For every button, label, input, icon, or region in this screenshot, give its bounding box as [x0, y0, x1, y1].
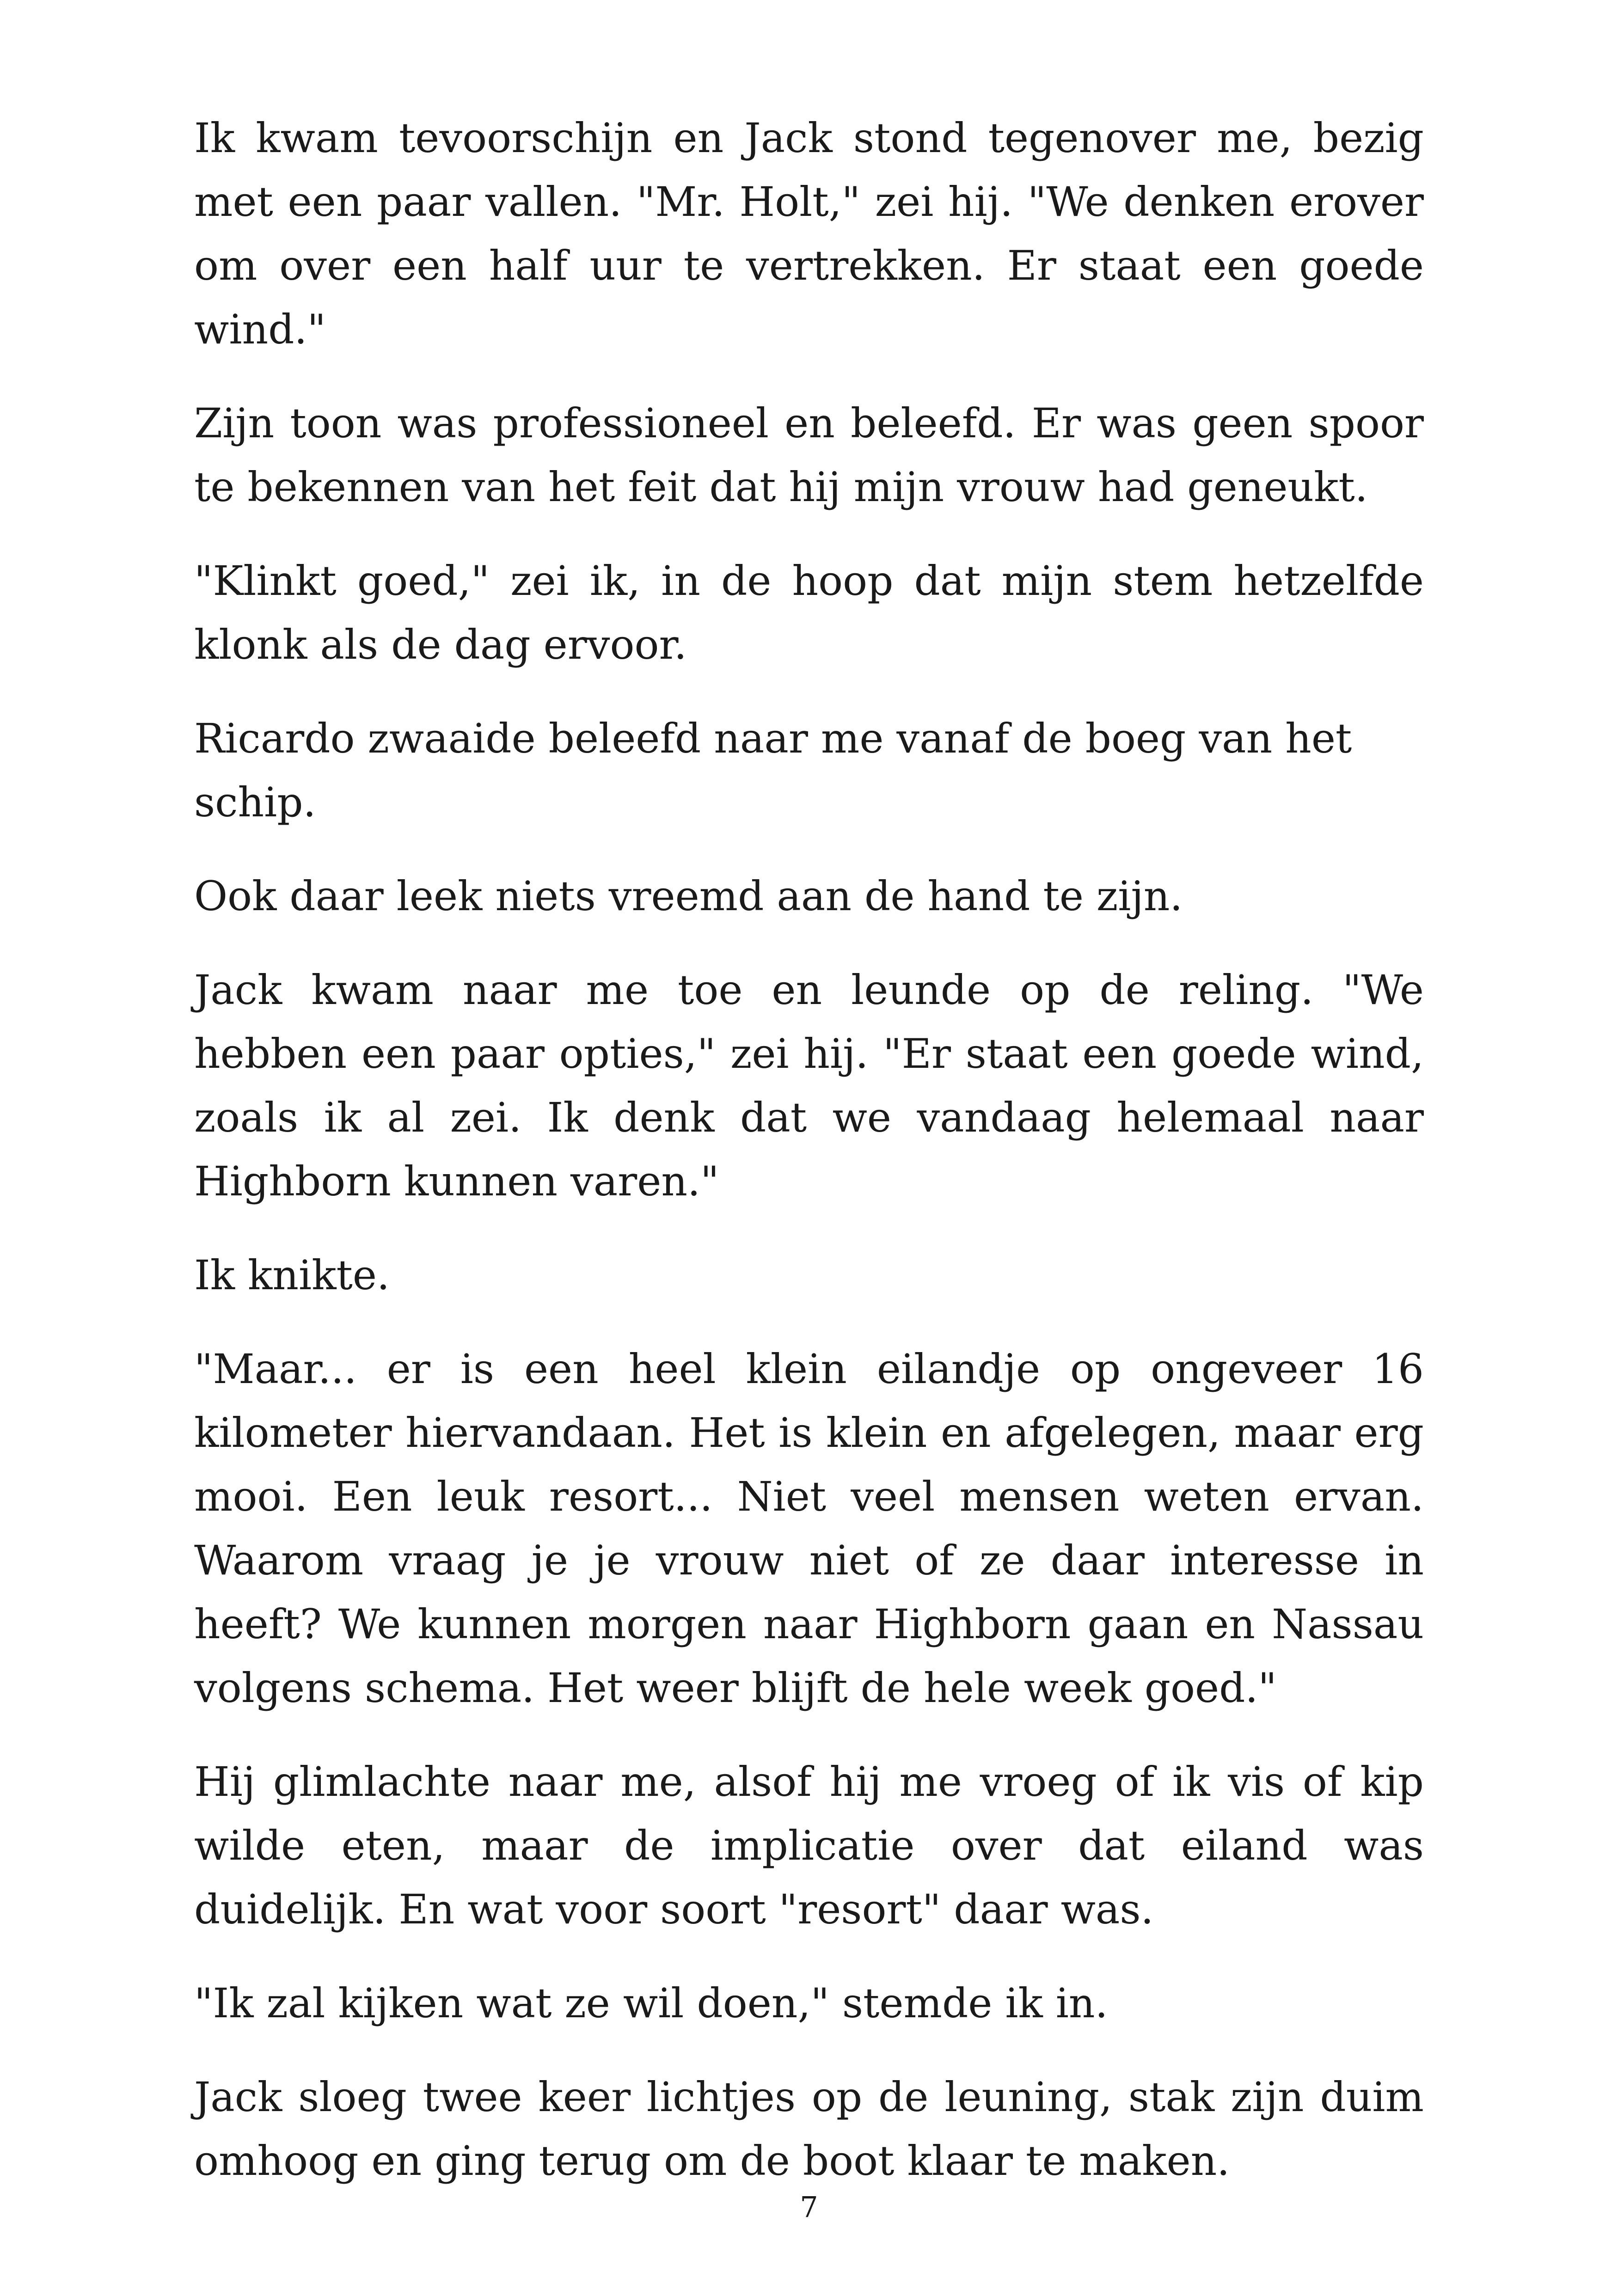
- paragraph-9: Hij glimlachte naar me, alsof hij me vroeg of ik vis of kip wilde eten, maar de implicatie over dat eiland was duidelijk. En wat voor soort "resort" daar was.: [194, 1758, 1424, 1933]
- paragraph-11: Jack sloeg twee keer lichtjes op de leuning, stak zijn duim omhoog en ging terug om de boot klaar te maken.: [194, 2073, 1424, 2185]
- paragraph-7: Ik knikte.: [194, 1251, 390, 1299]
- body-text: [194, 106, 1424, 2223]
- page-number: 7: [800, 2190, 818, 2224]
- paragraph-8: "Maar... er is een heel klein eilandje op ongeveer 16 kilometer hiervandaan. Het is klein en afgelegen, maar erg mooi. Een leuk resort... Niet veel mensen weten ervan. Waarom vraag je je vrouw niet of ze daar interesse in heeft? We kunnen morgen naar Highborn gaan en Nassau volgens schema. Het weer blijft de hele week goed.": [194, 1345, 1424, 1712]
- paragraph-2: Zijn toon was professioneel en beleefd. Er was geen spoor te bekennen van het feit dat hij mijn vrouw had geneukt.: [194, 399, 1424, 511]
- paragraph-6: Jack kwam naar me toe en leunde op de reling. "We hebben een paar opties," zei hij. "Er staat een goede wind, zoals ik al zei. Ik denk dat we vandaag helemaal naar Highborn kunnen varen.": [194, 966, 1424, 1205]
- paragraph-3: "Klinkt goed," zei ik, in de hoop dat mijn stem hetzelfde klonk als de dag ervoor.: [194, 557, 1424, 668]
- paragraph-10: "Ik zal kijken wat ze wil doen," stemde ik in.: [194, 1979, 1108, 2027]
- paragraph-1: Ik kwam tevoorschijn en Jack stond tegenover me, bezig met een paar vallen. "Mr. Holt," zei hij. "We denken erover om over een half uur te vertrekken. Er staat een goede wind.": [194, 114, 1424, 353]
- paragraph-4: Ricardo zwaaide beleefd naar me vanaf de boeg van het schip.: [194, 715, 1352, 826]
- paragraph-5: Ook daar leek niets vreemd aan de hand te zijn.: [194, 872, 1183, 920]
